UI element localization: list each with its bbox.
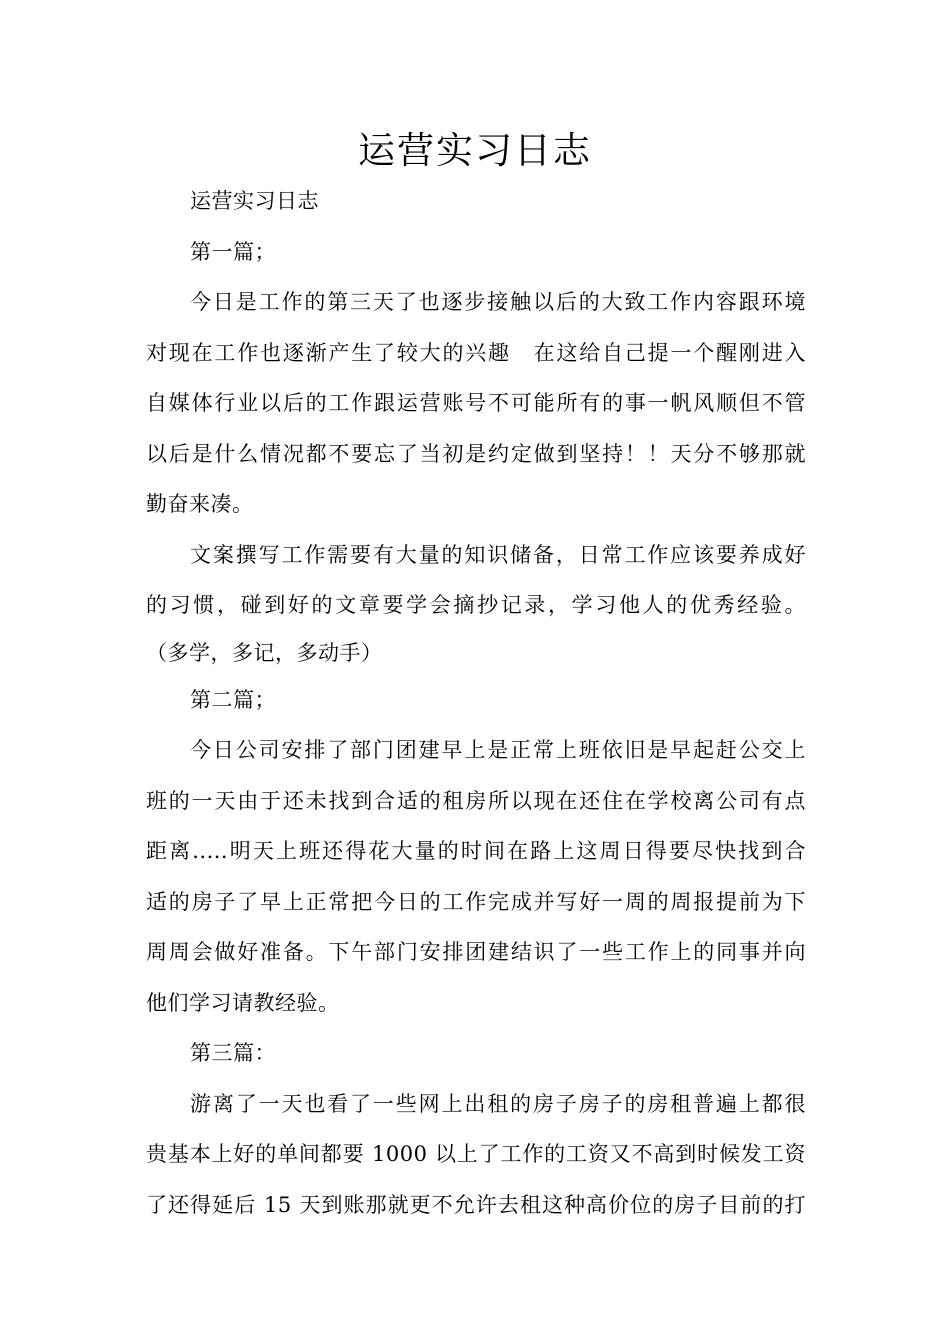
text-line: 今日是工作的第三天了也逐步接触以后的大致工作内容跟环境: [190, 290, 806, 314]
text-line: 第三篇：: [190, 1041, 276, 1065]
text-line: 勤奋来凑。: [146, 492, 254, 516]
text-line: 距离.....明天上班还得花大量的时间在路上这周日得要尽快找到合: [146, 839, 806, 863]
document-title: 运营实习日志: [358, 129, 592, 172]
text-line: 贵基本上好的单间都要 1000 以上了工作的工资又不高到时候发工资: [146, 1142, 806, 1166]
text-line: 第二篇；: [190, 687, 276, 712]
text-line: （多学，多记，多动手）: [146, 640, 383, 665]
text-line: 适的房子了早上正常把今日的工作完成并写好一周的周报提前为下: [146, 889, 806, 914]
text-line: 游离了一天也看了一些网上出租的房子房子的房租普遍上都很: [190, 1091, 806, 1116]
text-line: 的习惯，碰到好的文章要学会摘抄记录，学习他人的优秀经验。: [146, 593, 806, 617]
text-line: 了还得延后 15 天到账那就更不允许去租这种高价位的房子目前的打: [146, 1192, 806, 1217]
text-line: 自媒体行业以后的工作跟运营账号不可能所有的事一帆风顺但不管: [146, 391, 806, 415]
text-line: 运营实习日志: [190, 189, 319, 213]
text-line: 以后是什么情况都不要忘了当初是约定做到坚持！！天分不够那就: [146, 441, 806, 466]
text-line: 周周会做好准备。下午部门安排团建结识了一些工作上的同事并向: [146, 940, 806, 964]
document-body: [146, 176, 806, 1230]
text-line: 班的一天由于还未找到合适的租房所以现在还住在学校离公司有点: [146, 788, 806, 813]
text-line: 今日公司安排了部门团建早上是正常上班依旧是早起赶公交上: [190, 738, 806, 762]
text-line: 对现在工作也逐渐产生了较大的兴趣 在这给自己提一个醒刚进入: [146, 340, 806, 365]
text-line: 第一篇；: [190, 239, 276, 264]
text-line: 他们学习请教经验。: [146, 990, 340, 1015]
text-line: 文案撰写工作需要有大量的知识储备，日常工作应该要养成好: [190, 542, 806, 567]
